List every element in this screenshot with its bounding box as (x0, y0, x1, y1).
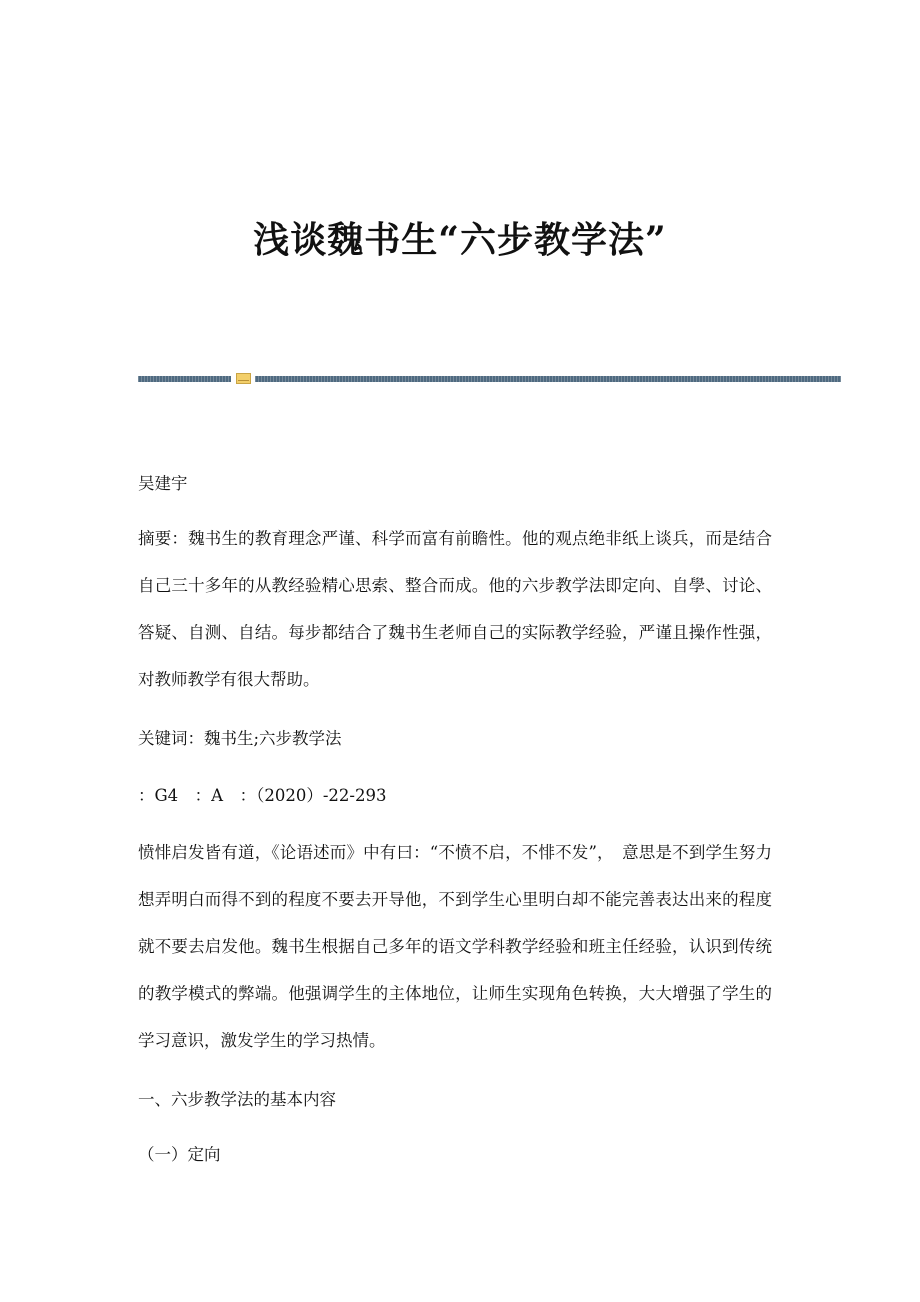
author-name: 吴建宇 (138, 474, 188, 493)
abstract-paragraph: 摘要：魏书生的教育理念严谨、科学而富有前瞻性。他的观点绝非纸上谈兵，而是结合自己三十多年的从教经验精心思索、整合而成。他的六步教学法即定向、自學、讨论、答疑、自测、自结。每步都结合了魏书生老师自己的实际教学经验，严谨且操作性强，对教师教学有很大帮助。 (138, 529, 772, 689)
section-heading: 一、六步教学法的基本内容 (138, 1090, 336, 1109)
title-divider (138, 373, 841, 385)
divider-bar-right (255, 376, 841, 382)
subsection-heading: （一）定向 (138, 1145, 221, 1164)
envelope-icon (236, 373, 251, 384)
intro-paragraph: 愤悱启发皆有道，《论语述而》中有曰：“不愤不启，不悱不发”， 意思是不到学生努力想弄明白而得不到的程度不要去开导他，不到学生心里明白却不能完善表达出来的程度就不要去启发他。魏书生根据自己多年的语文学科教学经验和班主任经验，认识到传统的教学模式的弊端。他强调学生的主体地位，让师生实现角色转换，大大增强了学生的学习意识，激发学生的学习热情。 (138, 843, 772, 1050)
classification-line: ：G4 ：A ：（2020）-22-293 (138, 786, 387, 805)
divider-bar-left (138, 376, 231, 382)
document-title: 浅谈魏书生“六步教学法” (253, 219, 667, 261)
keywords-line: 关键词：魏书生;六步教学法 (138, 729, 342, 748)
